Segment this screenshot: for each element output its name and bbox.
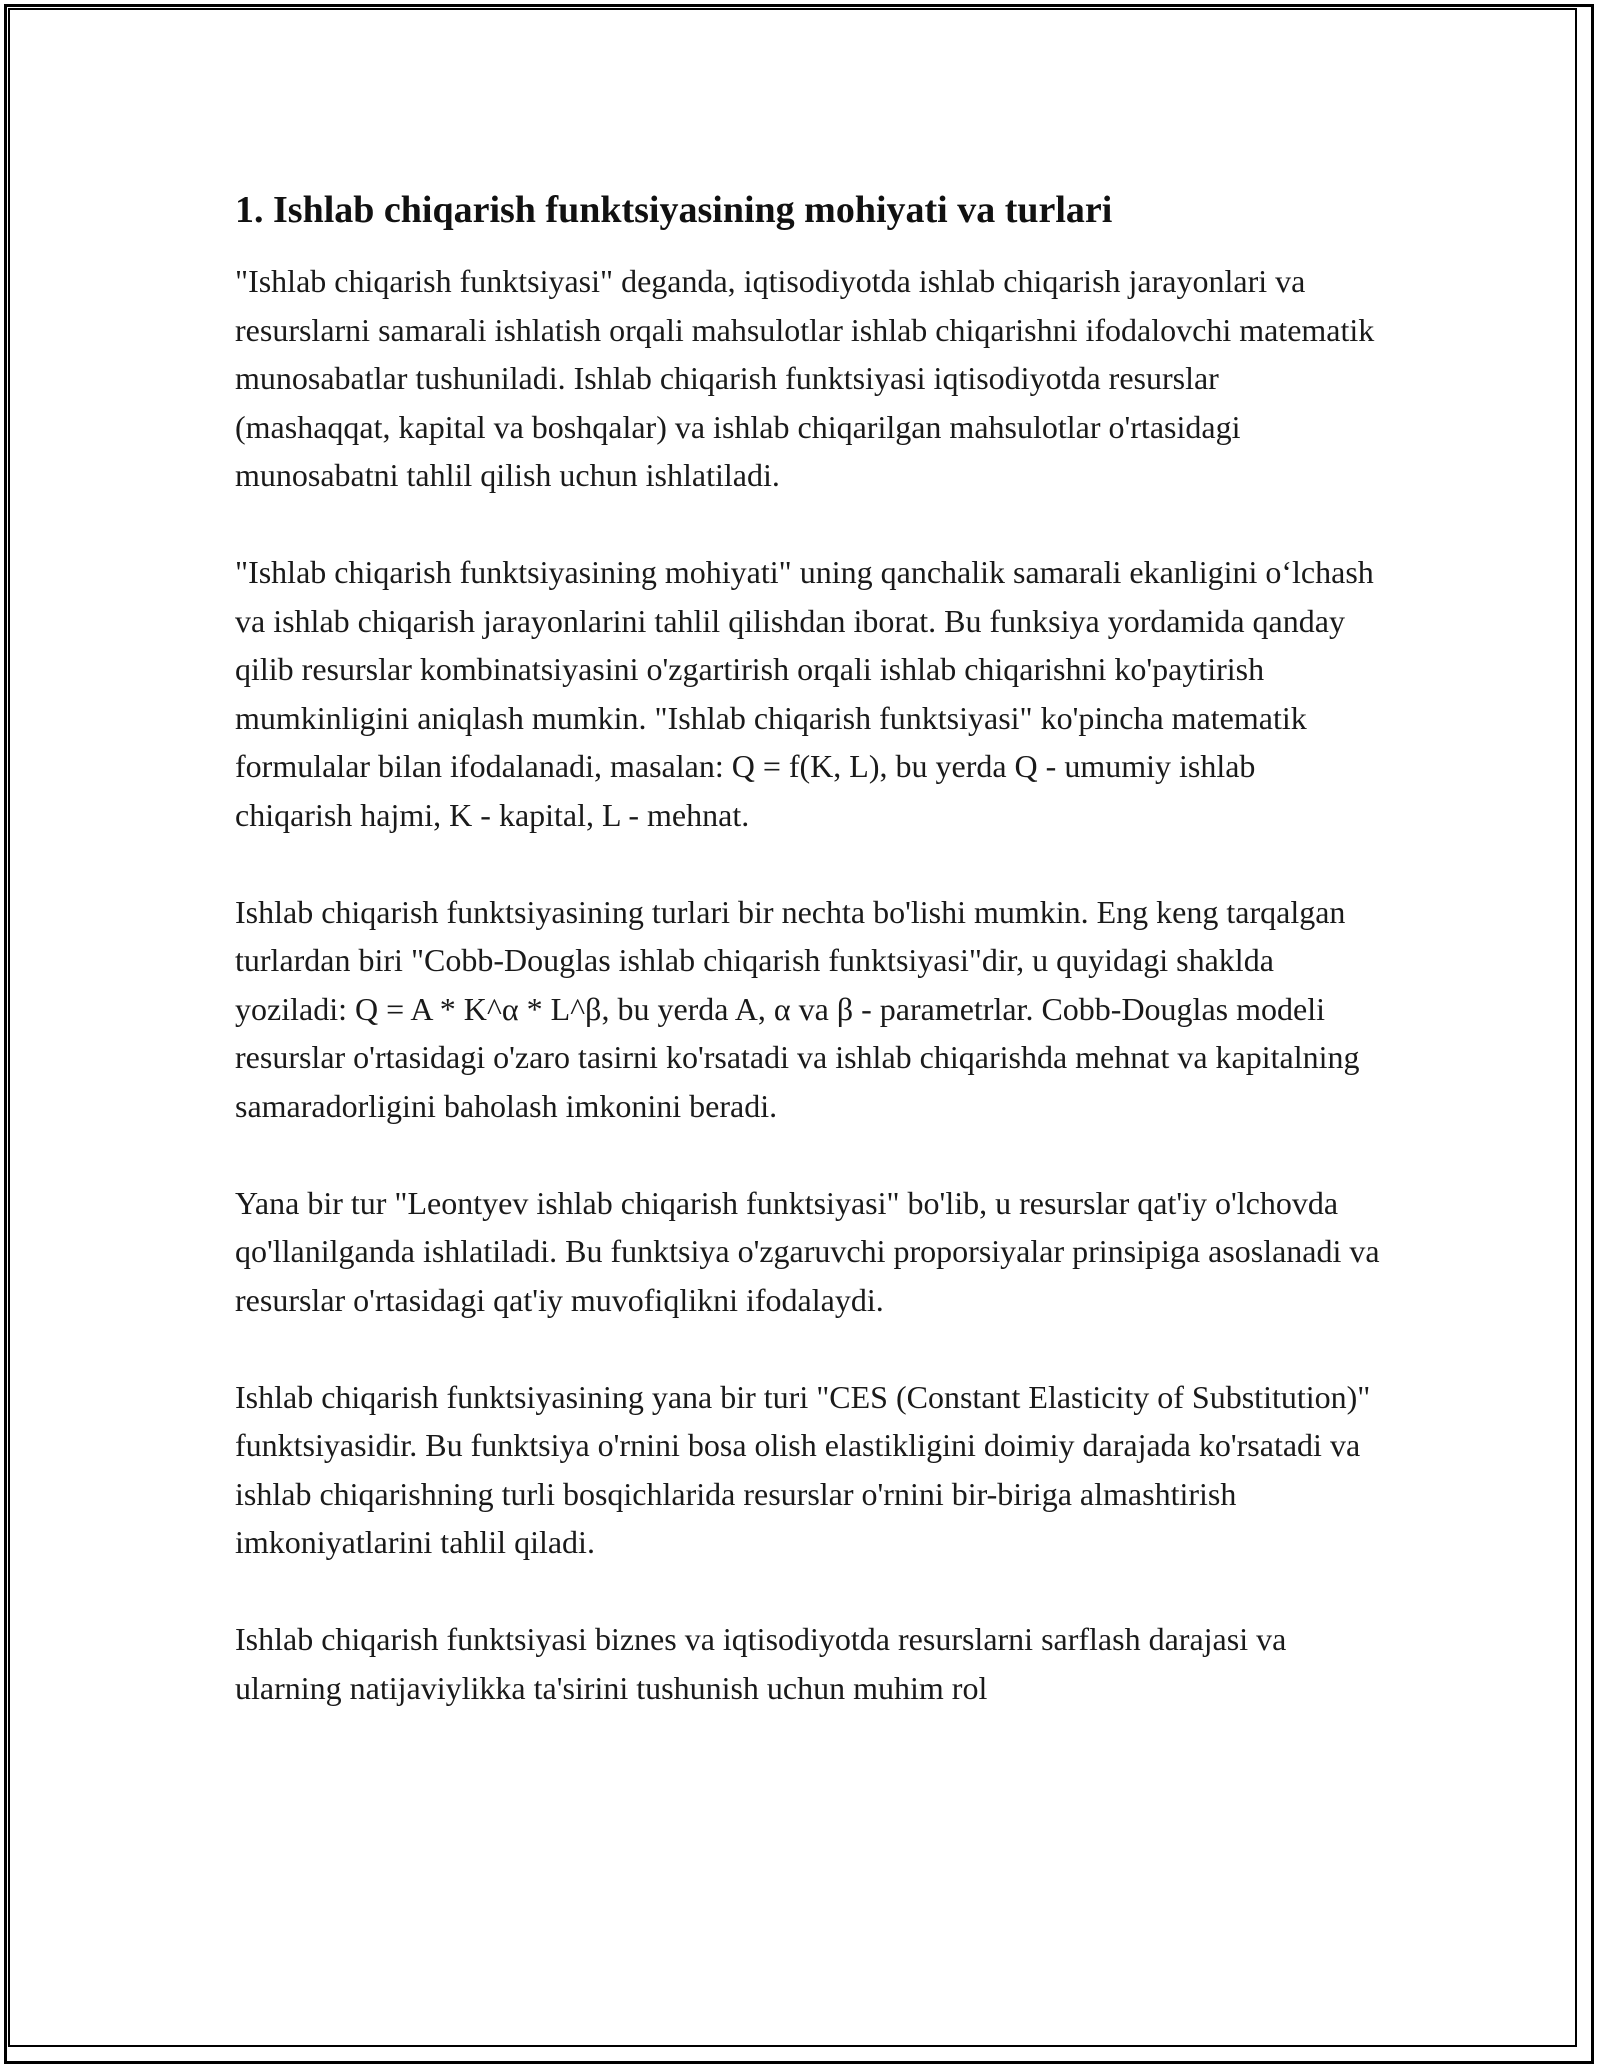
paragraph-ces: Ishlab chiqarish funktsiyasining yana bir turi "CES (Constant Elasticity of Substitution)" funktsiyasidir. Bu funktsiya o'rnini bosa olish elastikligini doimiy darajada ko'rsatadi va ishlab chiqarishning turli bosqichlarida resurslar o'rnini bir-biriga almashtirish imkoniyatlarini tahlil qiladi. [235,1378,1371,1560]
document-body [235,185,1380,1761]
paragraph-definition: "Ishlab chiqarish funktsiyasi" deganda, iqtisodiyotda ishlab chiqarish jarayonlari va resurslarni samarali ishlatish orqali mahsulotlar ishlab chiqarishni ifodalovchi matematik munosabatlar tushuniladi. Ishlab chiqarish funktsiyasi iqtisodiyotda resurslar (mashaqqat, kapital va boshqalar) va ishlab chiqarilgan mahsulotlar o'rtasidagi munosabatni tahlil qilish uchun ishlatiladi. [235,263,1375,493]
paragraph-conclusion: Ishlab chiqarish funktsiyasi biznes va iqtisodiyotda resurslarni sarflash darajasi va ularning natijaviylikka ta'sirini tushunish uchun muhim rol [235,1621,1287,1706]
paragraph-cobb-douglas: Ishlab chiqarish funktsiyasining turlari bir nechta bo'lishi mumkin. Eng keng tarqalgan turlardan biri "Cobb-Douglas ishlab chiqarish funktsiyasi"dir, u quyidagi shaklda yoziladi: Q = A * K^α * L^β, bu yerda A, α va β - parametrlar. Cobb-Douglas modeli resurslar o'rtasidagi o'zaro tasirni ko'rsatadi va ishlab chiqarishda mehnat va kapitalning samaradorligini baholash imkonini beradi. [235,893,1360,1124]
paragraph-essence: "Ishlab chiqarish funktsiyasining mohiyati" uning qanchalik samarali ekanligini o‘lchash va ishlab chiqarish jarayonlarini tahlil qilishdan iborat. Bu funksiya yordamida qanday qilib resurslar kombinatsiyasini o'zgartirish orqali ishlab chiqarishni ko'paytirish mumkinligini aniqlash mumkin. "Ishlab chiqarish funktsiyasi" ko'pincha matematik formulalar bilan ifodalanadi, masalan: Q = f(K, L), bu yerda Q - umumiy ishlab chiqarish hajmi, K - kapital, L - mehnat. [235,554,1374,833]
section-heading: 1. Ishlab chiqarish funktsiyasining mohiyati va turlari [235,189,1113,231]
paragraph-leontyev: Yana bir tur "Leontyev ishlab chiqarish funktsiyasi" bo'lib, u resurslar qat'iy o'lchovda qo'llanilganda ishlatiladi. Bu funktsiya o'zgaruvchi proporsiyalar prinsipiga asoslanadi va resurslar o'rtasidagi qat'iy muvofiqlikni ifodalaydi. [235,1184,1380,1318]
